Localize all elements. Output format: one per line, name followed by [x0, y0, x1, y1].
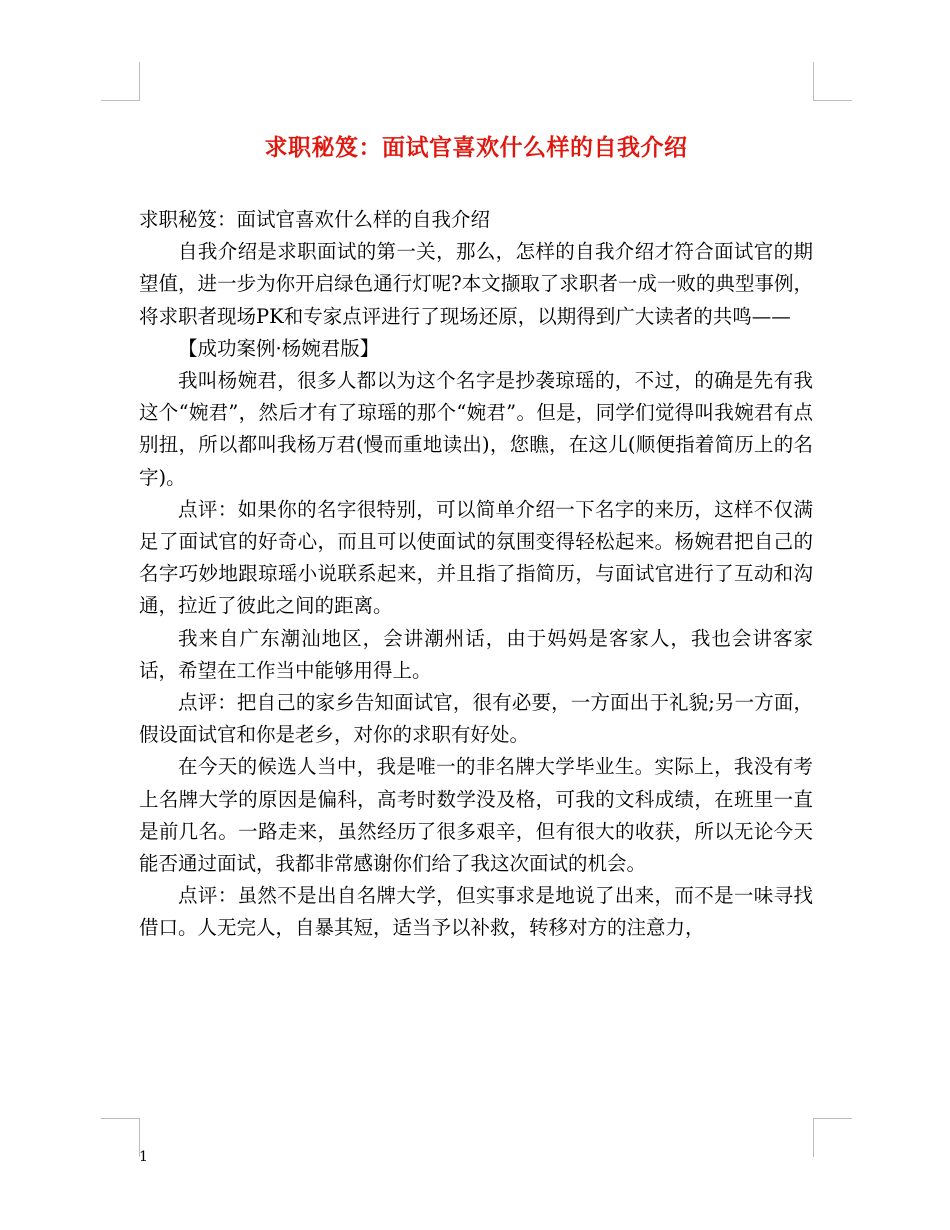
paragraph: 点评：虽然不是出自名牌大学，但实事求是地说了出来，而不是一味寻找借口。人无完人，自暴其短，适当予以补救，转移对方的注意力， — [139, 884, 813, 940]
paragraph: 点评：把自己的家乡告知面试官，很有必要，一方面出于礼貌;另一方面，假设面试官和你是老乡，对你的求职有好处。 — [139, 691, 813, 747]
paragraph: 我叫杨婉君，很多人都以为这个名字是抄袭琼瑶的，不过，的确是先有我这个“婉君”，然后才有了琼瑶的那个“婉君”。但是，同学们觉得叫我婉君有点别扭，所以都叫我杨万君(慢而重地读出)，您瞧，在这儿(顺便指着简历上的名字)。 — [139, 369, 813, 489]
section-heading: 【成功案例·杨婉君版】 — [178, 336, 380, 360]
crop-mark-top-left — [101, 62, 140, 101]
document-body — [139, 204, 813, 945]
page-number: 1 — [139, 1149, 148, 1165]
paragraph: 在今天的候选人当中，我是唯一的非名牌大学毕业生。实际上，我没有考上名牌大学的原因是偏科，高考时数学没及格，可我的文科成绩，在班里一直是前几名。一路走来，虽然经历了很多艰辛，但有很大的收获，所以无论今天能否通过面试，我都非常感谢你们给了我这次面试的机会。 — [139, 755, 813, 876]
paragraph: 求职秘笈：面试官喜欢什么样的自我介绍 — [139, 208, 491, 231]
crop-mark-bottom-right — [813, 1118, 852, 1157]
crop-mark-top-right — [813, 62, 852, 101]
document-title: 求职秘笈：面试官喜欢什么样的自我介绍 — [264, 134, 688, 161]
paragraph: 点评：如果你的名字很特别，可以简单介绍一下名字的来历，这样不仅满足了面试官的好奇心，而且可以使面试的氛围变得轻松起来。杨婉君把自己的名字巧妙地跟琼瑶小说联系起来，并且指了指简历，与面试官进行了互动和沟通，拉近了彼此之间的距离。 — [139, 497, 813, 618]
paragraph: 我来自广东潮汕地区，会讲潮州话，由于妈妈是客家人，我也会讲客家话，希望在工作当中能够用得上。 — [139, 626, 813, 682]
paragraph: 自我介绍是求职面试的第一关，那么，怎样的自我介绍才符合面试官的期望值，进一步为你开启绿色通行灯呢?本文撷取了求职者一成一败的典型事例，将求职者现场PK和专家点评进行了现场还原，以期得到广大读者的共鸣—— — [139, 240, 813, 328]
crop-mark-bottom-left — [101, 1118, 140, 1157]
